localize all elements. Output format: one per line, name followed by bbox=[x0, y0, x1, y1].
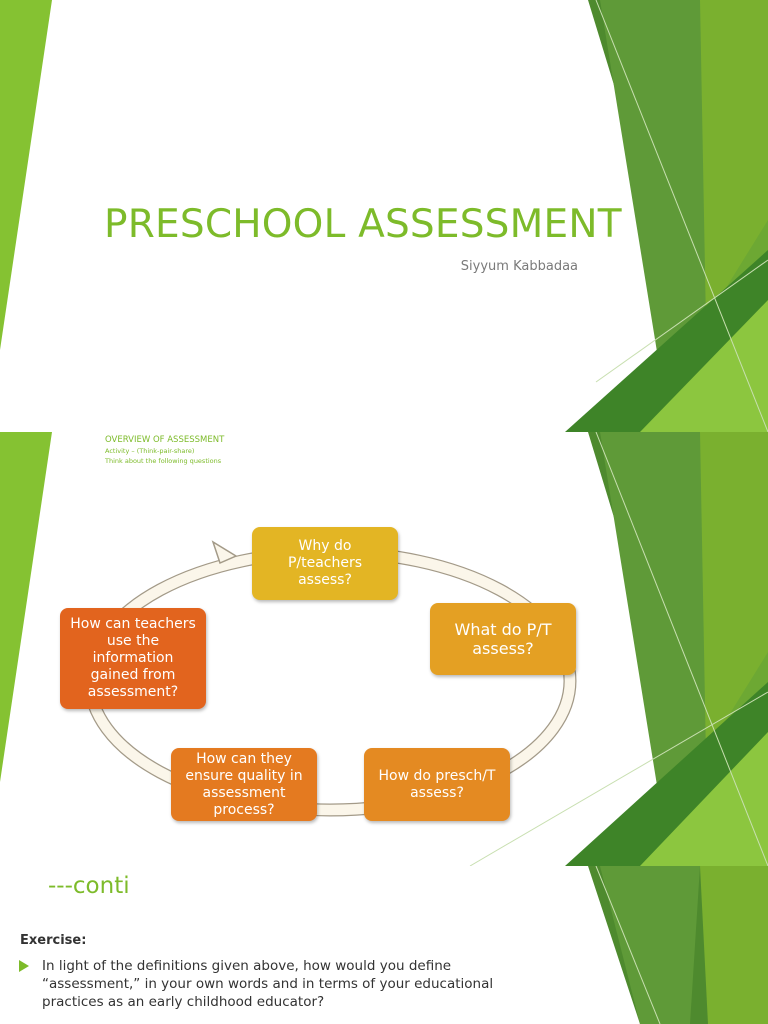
cycle-node-quality: How can they ensure quality in assessment process? bbox=[171, 748, 317, 821]
exercise-question: In light of the definitions given above, how would you define “assessment,” in your own words and in terms of your educational practices as an early childhood educator? bbox=[42, 958, 494, 1010]
activity-line: Activity – (Think-pair-share) bbox=[105, 447, 195, 455]
cycle-node-use: How can teachers use the information gained from assessment? bbox=[60, 608, 206, 709]
slide-title: ---conti bbox=[48, 873, 130, 899]
title-slide bbox=[0, 0, 768, 432]
presentation-title: PRESCHOOL ASSESSMENT bbox=[104, 202, 622, 247]
cycle-node-how: How do presch/T assess? bbox=[364, 748, 510, 821]
triangle-bullet-icon bbox=[19, 960, 29, 972]
exercise-slide bbox=[0, 866, 768, 1024]
cycle-node-what: What do P/T assess? bbox=[430, 603, 576, 675]
overview-heading: OVERVIEW OF ASSESSMENT bbox=[105, 435, 225, 445]
cycle-node-why: Why do P/teachers assess? bbox=[252, 527, 398, 600]
instruction-line: Think about the following questions bbox=[105, 457, 222, 465]
exercise-label: Exercise: bbox=[20, 933, 87, 948]
overview-slide bbox=[0, 432, 768, 866]
author-name: Siyyum Kabbadaa bbox=[460, 259, 578, 274]
